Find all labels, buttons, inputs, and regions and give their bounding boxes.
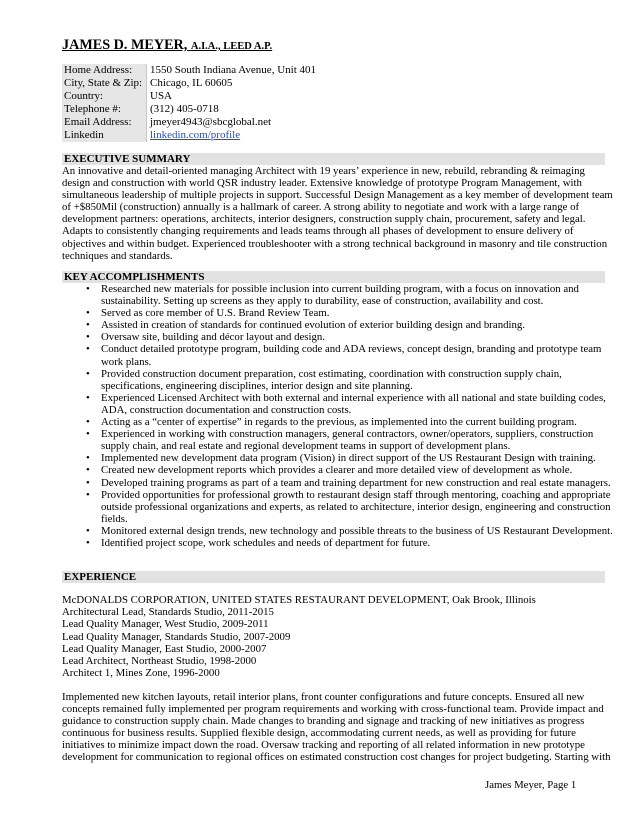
- page-footer: James Meyer, Page 1: [485, 779, 577, 791]
- contact-row: [62, 77, 603, 90]
- contact-value: USA: [147, 90, 604, 103]
- experience-line: Lead Quality Manager, West Studio, 2009-2011: [62, 618, 269, 631]
- accomplishment-item: [62, 464, 607, 476]
- accomplishment-text: Created new development reports which provides a clearer and more detailed view of development as whole.: [101, 464, 573, 477]
- accomplishment-item: [62, 319, 607, 331]
- accomplishment-text: Identified project scope, work schedules and needs of department for future.: [101, 536, 431, 549]
- summary-line: An innovative and detail-oriented managing Architect with 19 years’ experience in new, rebuild, rebranding & reimaging: [62, 165, 585, 177]
- accomplishment-item: [62, 307, 607, 319]
- summary-line: techniques and standards.: [62, 249, 173, 262]
- experience-line: Lead Architect, Northeast Studio, 1998-2000: [62, 655, 257, 668]
- accomplishment-text: Provided opportunities for professional growth to restaurant design staff through mentoring, coaching and appropriate: [101, 488, 611, 501]
- experience-line: Lead Quality Manager, East Studio, 2000-2007: [62, 642, 267, 655]
- experience-line: Lead Quality Manager, Standards Studio, 2007-2009: [62, 630, 291, 643]
- contact-row: [62, 64, 603, 77]
- summary-line: Adapts to consistently changing requirements and leads teams through all phases of development to ensure delivery of: [62, 225, 574, 238]
- accomplishment-item: [62, 524, 613, 537]
- accomplishment-text: Developed training programs as part of a team and training department for new construction and real estate managers.: [101, 476, 611, 489]
- accomplishment-text: fields.: [101, 512, 128, 525]
- bullet-icon: •: [86, 464, 90, 477]
- experience-line: Architect 1, Mines Zone, 1996-2000: [62, 667, 220, 680]
- accomplishment-item: [62, 488, 611, 525]
- accomplishment-item: [62, 476, 611, 489]
- contact-table: [62, 64, 603, 142]
- credentials-text: A.I.A., LEED A.P.: [190, 41, 273, 52]
- accomplishment-text: Experienced in working with construction managers, general contractors, owner/operators, suppliers, construction: [101, 428, 594, 441]
- contact-value: 1550 South Indiana Avenue, Unit 401: [147, 64, 604, 77]
- summary-line: development partners: operations, architects, interior designers, construction supply chain, procurement, safety and legal.: [62, 213, 586, 226]
- section-heading-summary: EXECUTIVE SUMMARY: [62, 153, 605, 165]
- bullet-icon: •: [86, 452, 90, 465]
- experience-description: [62, 691, 611, 764]
- accomplishment-text: specifications, engineering disciplines, interior design and site planning.: [101, 379, 413, 392]
- bullet-icon: •: [86, 536, 90, 549]
- contact-label: Email Address:: [62, 116, 147, 129]
- linkedin-link[interactable]: linkedin.com/profile: [150, 129, 241, 141]
- accomplishment-item: [62, 452, 607, 464]
- accomplishment-text: ADA, construction documentation and construction costs.: [101, 403, 352, 416]
- experience-line: McDONALDS CORPORATION, UNITED STATES RESTAURANT DEVELOPMENT, Oak Brook, Illinois: [62, 594, 536, 606]
- contact-label: Country:: [62, 90, 147, 103]
- accomplishment-text: Oversaw site, building and décor layout and design.: [101, 331, 325, 344]
- bullet-icon: •: [86, 476, 90, 489]
- accomplishment-item: [62, 537, 607, 549]
- accomplishment-item: [62, 283, 607, 307]
- section-heading-accomplishments: KEY ACCOMPLISHMENTS: [62, 271, 605, 283]
- experience-description-line: initiatives to minimize impact down the road. Oversaw tracking and reporting of all related information in new prototype: [62, 739, 585, 752]
- experience-description-line: Implemented new kitchen layouts, retail interior plans, front counter configurations and future concepts. Ensured all new: [62, 691, 585, 703]
- bullet-icon: •: [86, 283, 90, 295]
- accomplishment-item: [62, 416, 607, 428]
- contact-value: (312) 405-0718: [147, 103, 604, 116]
- accomplishment-text: Acting as a “center of expertise” in regards to the previous, as implemented into the current building program.: [101, 416, 577, 429]
- bullet-icon: •: [86, 331, 90, 344]
- bullet-icon: •: [86, 428, 90, 441]
- bullet-icon: •: [86, 416, 90, 429]
- accomplishment-text: Implemented new development data program (Vision) in direct support of the US Restaurant Design with training.: [101, 452, 596, 465]
- bullet-icon: •: [86, 319, 90, 332]
- bullet-icon: •: [86, 367, 90, 380]
- experience-line: Architectural Lead, Standards Studio, 2011-2015: [62, 606, 274, 619]
- accomplishment-text: work plans.: [101, 355, 152, 368]
- contact-label: Home Address:: [62, 64, 147, 77]
- section-heading-experience: EXPERIENCE: [62, 571, 605, 583]
- accomplishment-text: Monitored external design trends, new technology and possible threats to the business of US Restaurant Development.: [101, 524, 613, 537]
- experience-description-line: guidance to construction supply chain. Made changes to branding and signage and tracking of new initiatives as progress: [62, 715, 585, 728]
- accomplishment-text: sustainability. Setting up screens as they apply to durability, ease of construction, availability and cost.: [101, 295, 544, 308]
- contact-label: Telephone #:: [62, 103, 147, 116]
- contact-value: [147, 129, 604, 142]
- accomplishment-item: [62, 428, 607, 452]
- accomplishment-text: Experienced Licensed Architect with both external and internal experience with all national and state building codes,: [101, 391, 606, 404]
- experience-description-line: development for communication to regional offices on estimated construction cost changes for project budgeting. Starting with: [62, 751, 611, 764]
- accomplishment-text: supply chain, and real estate and regional development teams in support of development plans.: [101, 440, 511, 453]
- accomplishment-text: Assisted in creation of standards for continued evolution of exterior building design and branding.: [101, 319, 525, 332]
- summary-line: of +$850Mil (construction) annually is a hallmark of career. A strong ability to negotiate and work with a large range of: [62, 201, 580, 214]
- accomplishment-text: outside professional organizations and experts, as related to architecture, interior design, engineering and construction: [101, 500, 611, 513]
- accomplishment-item: [62, 331, 607, 343]
- summary-line: objectives and within budget. Experienced troubleshooter with a strong technical background in masonry and tile construction: [62, 237, 608, 250]
- summary-line: simultaneous leadership of multiple projects in support. Successful Design Management as a key member of development team: [62, 189, 613, 202]
- accomplishment-text: Served as core member of U.S. Brand Review Team.: [101, 307, 330, 320]
- candidate-name: [62, 37, 272, 54]
- bullet-icon: •: [86, 391, 90, 404]
- contact-label: Linkedin: [62, 129, 147, 142]
- contact-value: Chicago, IL 60605: [147, 77, 604, 90]
- contact-row: [62, 90, 603, 103]
- contact-row: [62, 129, 603, 142]
- contact-label: City, State & Zip:: [62, 77, 147, 90]
- bullet-icon: •: [86, 307, 90, 320]
- accomplishment-item: [62, 368, 607, 392]
- contact-value: jmeyer4943@sbcglobal.net: [147, 116, 604, 129]
- accomplishment-text: Provided construction document preparation, cost estimating, coordination with construction supply chain,: [101, 367, 562, 380]
- experience-positions: [62, 594, 536, 679]
- summary-line: design and construction with world QSR industry leader. Extensive knowledge of prototype Program Management, with: [62, 177, 582, 190]
- accomplishment-item: [62, 392, 607, 416]
- summary-paragraph: [62, 165, 613, 262]
- contact-row: [62, 103, 603, 116]
- accomplishment-item: [62, 343, 607, 367]
- accomplishment-text: Conduct detailed prototype program, building code and ADA reviews, concept design, branding and prototype team: [101, 343, 602, 356]
- experience-description-line: continuous for business results. Supplied flexible design, accommodating current needs, as well as providing for future: [62, 727, 576, 740]
- accomplishments-list: [62, 283, 613, 549]
- accomplishment-text: Researched new materials for possible inclusion into current building program, with a focus on innovation and: [101, 283, 579, 295]
- name-text: JAMES D. MEYER,: [62, 37, 188, 53]
- contact-row: [62, 116, 603, 129]
- experience-description-line: concepts remained fully implemented per program requirements and working with cross-functional team. Provide impact and: [62, 703, 604, 716]
- bullet-icon: •: [86, 343, 90, 356]
- bullet-icon: •: [86, 524, 90, 537]
- bullet-icon: •: [86, 488, 90, 501]
